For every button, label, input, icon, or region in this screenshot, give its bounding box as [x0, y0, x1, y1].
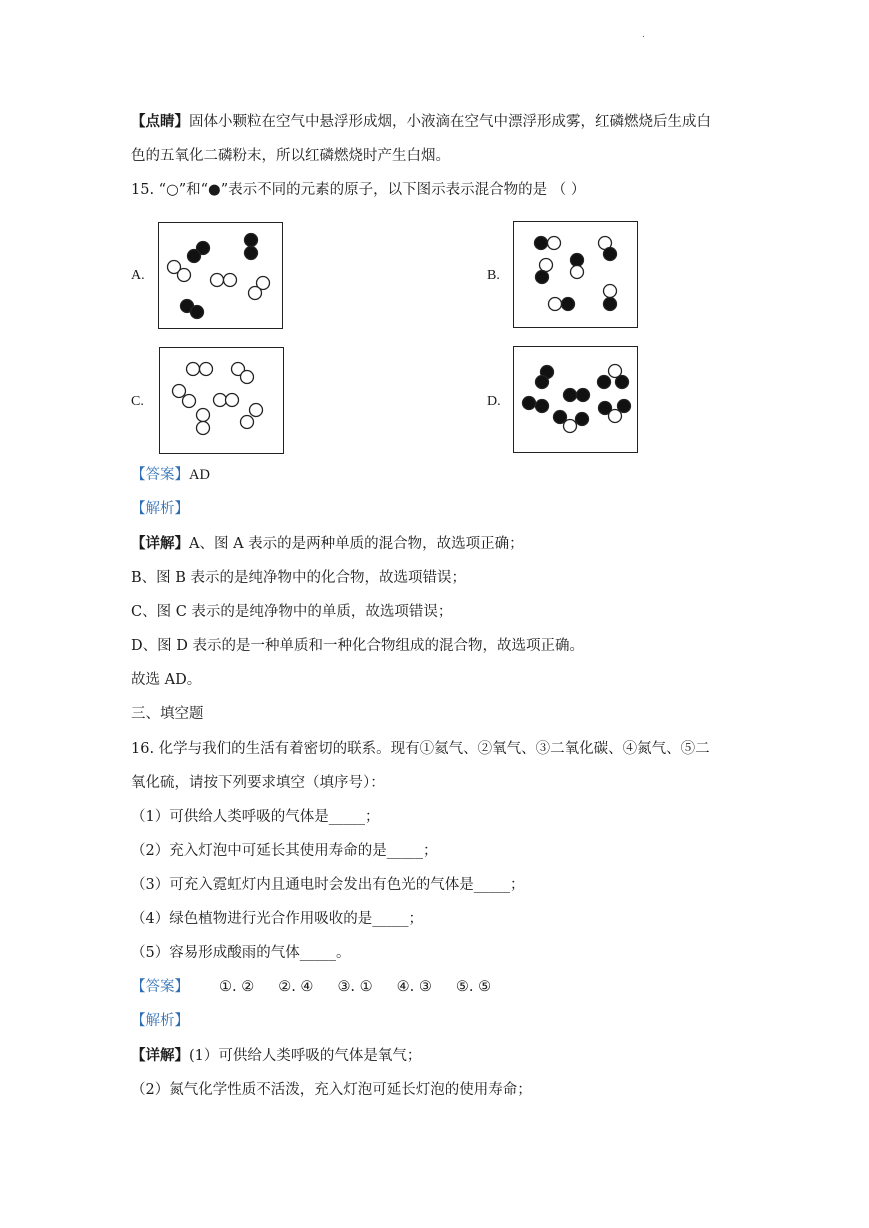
q16-answer-2: ②. ④ [278, 979, 314, 995]
q15-detail-line-1 [131, 535, 524, 553]
q16-detail-2: （2）氮气化学性质不活泼，充入灯泡可延长灯泡的使用寿命； [131, 1082, 532, 1098]
section-heading: 三、填空题 [131, 706, 204, 722]
option-a-atoms [159, 223, 282, 328]
q15-answer-tag: 【答案】 [131, 467, 189, 483]
q16-item-4: （4）绿色植物进行光合作用吸收的是_____； [131, 911, 423, 927]
option-c-label: C. [131, 394, 144, 409]
tip-line-1 [131, 113, 711, 131]
option-d-label: D. [487, 394, 501, 409]
option-b-diagram [513, 221, 638, 328]
q15-answer: AD [189, 467, 210, 483]
tip-tag: 【点睛】 [131, 113, 189, 130]
option-d-diagram [513, 346, 638, 453]
q16-answer-1: ①. ② [219, 979, 255, 995]
option-d-atoms [514, 347, 637, 452]
q15-detail-c: C、图 C 表示的是纯净物中的单质，故选项错误； [131, 604, 453, 620]
header-mark: . [642, 30, 645, 40]
q15-detail-tag: 【详解】 [131, 535, 189, 552]
q16-stem-1: 16. 化学与我们的生活有着密切的联系。现有①氦气、②氧气、③二氧化碳、④氮气、⑤二 [131, 741, 710, 757]
q16-detail-text-1: (1）可供给人类呼吸的气体是氧气； [189, 1048, 422, 1064]
q15-detail-d: D、图 D 表示的是一种单质和一种化合物组成的混合物，故选项正确。 [131, 638, 584, 654]
option-a-label: A. [131, 268, 145, 283]
option-b-atoms [514, 222, 637, 327]
q15-analysis-tag: 【解析】 [131, 501, 189, 517]
tip-text-1: 固体小颗粒在空气中悬浮形成烟，小液滴在空气中漂浮形成雾，红磷燃烧后生成白 [189, 114, 711, 130]
q16-answer-line [131, 978, 515, 996]
q16-stem-2: 氧化硫，请按下列要求填空（填序号）： [131, 775, 385, 791]
q16-answer-5: ⑤. ⑤ [455, 979, 492, 995]
q16-answer-4: ④. ③ [396, 979, 432, 995]
q16-item-5: （5）容易形成酸雨的气体_____。 [131, 945, 351, 961]
q16-answer-tag: 【答案】 [131, 979, 189, 995]
tip-line-2: 色的五氧化二磷粉末，所以红磷燃烧时产生白烟。 [131, 148, 450, 164]
q15-detail-text-a: A、图 A 表示的是两种单质的混合物，故选项正确； [189, 536, 524, 552]
q16-item-1: （1）可供给人类呼吸的气体是_____； [131, 809, 380, 825]
q15-detail-b: B、图 B 表示的是纯净物中的化合物，故选项错误； [131, 570, 467, 586]
q15-conclusion: 故选 AD。 [131, 672, 202, 688]
q16-answer-3: ③. ① [337, 979, 373, 995]
q16-analysis-tag: 【解析】 [131, 1013, 189, 1029]
q15-stem: 15. “○”和“●”表示不同的元素的原子，以下图示表示混合物的是 （ ） [131, 182, 586, 198]
q16-item-2: （2）充入灯泡中可延长其使用寿命的是_____； [131, 843, 438, 859]
q16-detail-tag: 【详解】 [131, 1047, 189, 1064]
q15-answer-line [131, 466, 210, 484]
option-c-diagram [159, 347, 284, 454]
q16-detail-line-1 [131, 1047, 421, 1065]
option-a-diagram [158, 222, 283, 329]
q16-item-3: （3）可充入霓虹灯内且通电时会发出有色光的气体是_____； [131, 877, 525, 893]
option-b-label: B. [487, 268, 500, 283]
option-c-atoms [160, 348, 283, 453]
